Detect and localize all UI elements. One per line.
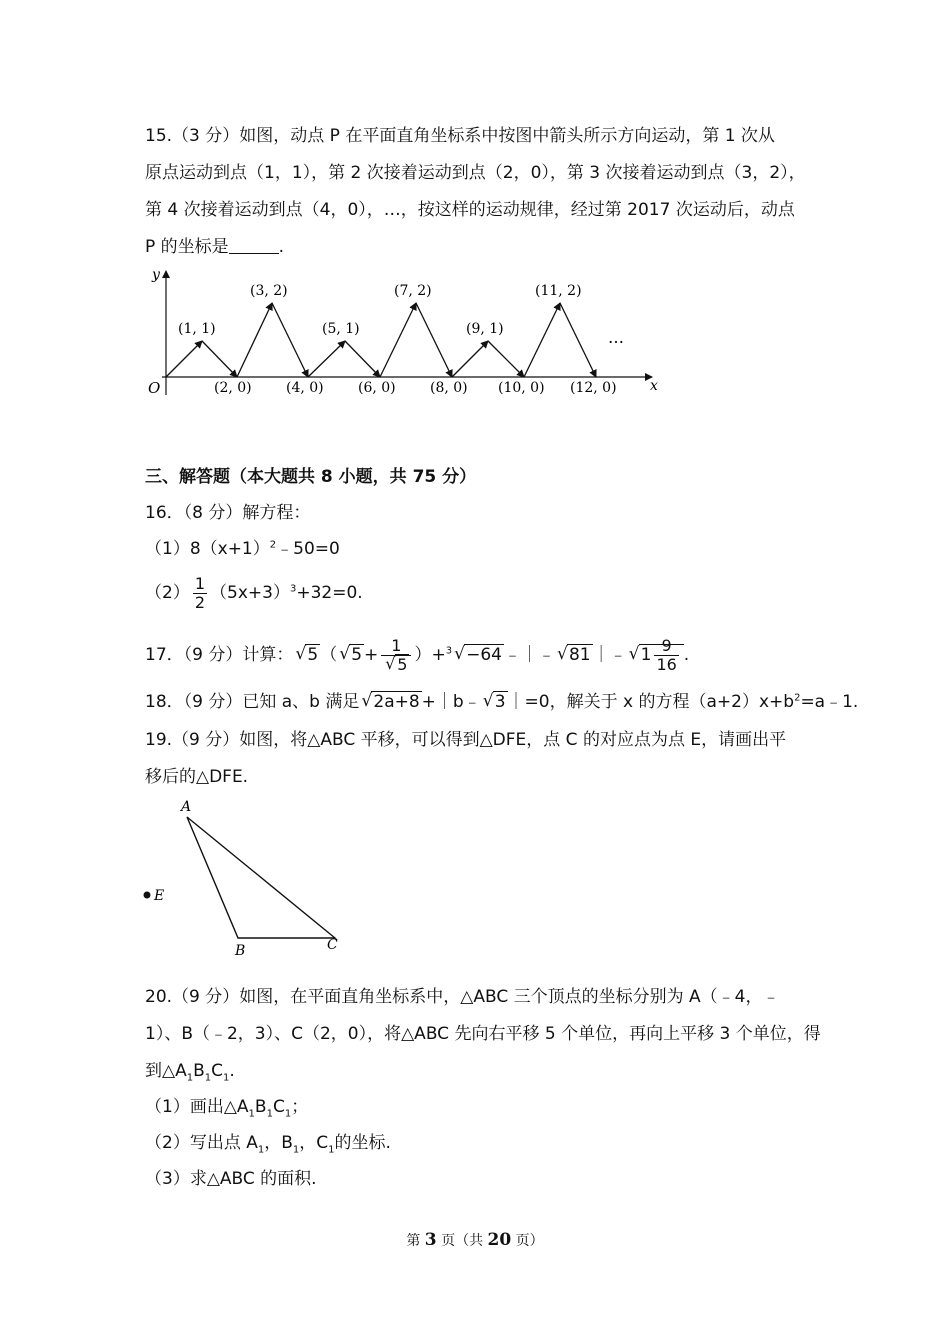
q20-part-2: （2）写出点 $A_1$，$B_1$，$C_1$的坐标. [145, 1133, 391, 1156]
segment-10 [488, 341, 524, 377]
q15-zigzag-figure [140, 265, 670, 405]
page-footer: 第 3 页（共 20 页） [406, 1230, 544, 1250]
sqrt-5: √ 5 [295, 634, 320, 676]
page-total: 20 [487, 1230, 512, 1250]
q15-answer-prefix: P 的坐标是 [145, 237, 229, 257]
segment-11 [524, 303, 560, 377]
q16-part-2: （2） $\frac{1}{2}$ $(5x+3)^3+32=0$. [145, 573, 363, 612]
q20-line-2: 1）、B（﹣2，3）、C（2，0），将△ABC 先向右平移 5 个单位，再向上平移 3 个单位，得 [145, 1024, 821, 1044]
sqrt-5-inner: √ 5 [339, 634, 364, 676]
q19-triangle-figure [135, 795, 355, 965]
vertex-c-label: C [327, 937, 338, 953]
fraction-half: $\frac{1}{2}$ [194, 573, 206, 612]
answer-blank [229, 235, 279, 254]
x-axis-label: x [650, 378, 658, 394]
segment-7 [380, 303, 416, 377]
axis-point-label-1: (2, 0) [214, 380, 252, 396]
segment-9 [452, 341, 488, 377]
peak-label-3: (5, 1) [322, 321, 360, 337]
cube-root: √ −64 [454, 634, 504, 676]
q20-part-3: （3）求△ABC 的面积. [145, 1169, 317, 1189]
q16-part-1: $(1)8(x+1)^2﹣50=0$ [145, 539, 340, 559]
fraction-one-over-sqrt5: 1 √ 5 [381, 637, 411, 674]
segment-4 [272, 303, 308, 377]
y-axis-label: y [152, 267, 160, 283]
peak-label-1: (1, 1) [178, 321, 216, 337]
segment-8 [416, 303, 452, 377]
q17-expression: 17．（9 分）计算：√ 5 （√ 5 + 1 √ 5 ）+$^3$√ −64 ﹣｜﹣√ 81 ｜﹣√ 1 $\frac{9}{16}$ . [145, 634, 689, 676]
peak-label-5: (9, 1) [466, 321, 504, 337]
origin-label: O [148, 379, 161, 397]
segment-6 [345, 341, 380, 377]
sqrt-2a-plus-8: √ 2a+8 [361, 690, 421, 714]
vertex-a-label: A [181, 799, 192, 815]
q15-line-1: 15.（3 分）如图，动点 P 在平面直角坐标系中按图中箭头所示方向运动，第 1 次从 [145, 126, 775, 146]
axis-point-label-3: (6, 0) [358, 380, 396, 396]
axis-point-label-2: (4, 0) [286, 380, 324, 396]
q16-title: 16．（8 分）解方程： [145, 503, 311, 523]
segment-2 [202, 341, 237, 377]
page-number: 3 [424, 1230, 437, 1250]
q20-line-1: 20.（9 分）如图，在平面直角坐标系中，△ABC 三个顶点的坐标分别为 A（﹣4，﹣ [145, 987, 780, 1007]
q20-line-3: 到$\triangle A_1B_1C_1$. [145, 1061, 235, 1084]
q18-text: 18．（9 分）已知 a、b 满足√ 2a+8 +｜b﹣√ 3 ｜=0，解关于 x 的方程$(a+2)x+b^2=a﹣1$. [145, 690, 858, 714]
sqrt-81: √ 81 [557, 634, 593, 676]
q15-line-4: P 的坐标是 . [145, 237, 285, 257]
q15-line-3: 第 4 次接着运动到点（4，0），…，按这样的运动规律，经过第 2017 次运动后，动点 [145, 200, 795, 220]
peak-label-6: (11, 2) [535, 283, 582, 299]
section-title: 三、解答题（本大题共 8 小题，共 75 分） [145, 467, 477, 487]
peak-label-2: (3, 2) [250, 283, 288, 299]
segment-5 [308, 341, 345, 377]
point-e [144, 892, 151, 899]
vertex-b-label: B [235, 943, 246, 959]
sqrt-3: √ 3 [483, 690, 508, 714]
peak-label-4: (7, 2) [394, 283, 432, 299]
q20-part-1: （1）画出$\triangle A_1B_1C_1$； [145, 1097, 309, 1120]
q19-line-2: 移后的△DFE. [145, 767, 249, 787]
segment-3 [237, 303, 272, 377]
sqrt-mixed-number: √ 1 $\frac{9}{16}$ [629, 634, 684, 676]
continuation-ellipsis: … [608, 328, 624, 347]
segment-12 [560, 303, 596, 377]
q15-line-2: 原点运动到点（1，1），第 2 次接着运动到点（2，0），第 3 次接着运动到点（3，2）， [145, 163, 806, 183]
axis-point-label-5: (10, 0) [498, 380, 545, 396]
triangle-abc [187, 817, 335, 938]
axis-point-label-6: (12, 0) [570, 380, 617, 396]
q19-line-1: 19.（9 分）如图，将△ABC 平移，可以得到△DFE，点 C 的对应点为点 E，请画出平 [145, 730, 787, 750]
segment-1 [166, 341, 202, 377]
point-e-label: E [154, 888, 165, 904]
axis-point-label-4: (8, 0) [430, 380, 468, 396]
